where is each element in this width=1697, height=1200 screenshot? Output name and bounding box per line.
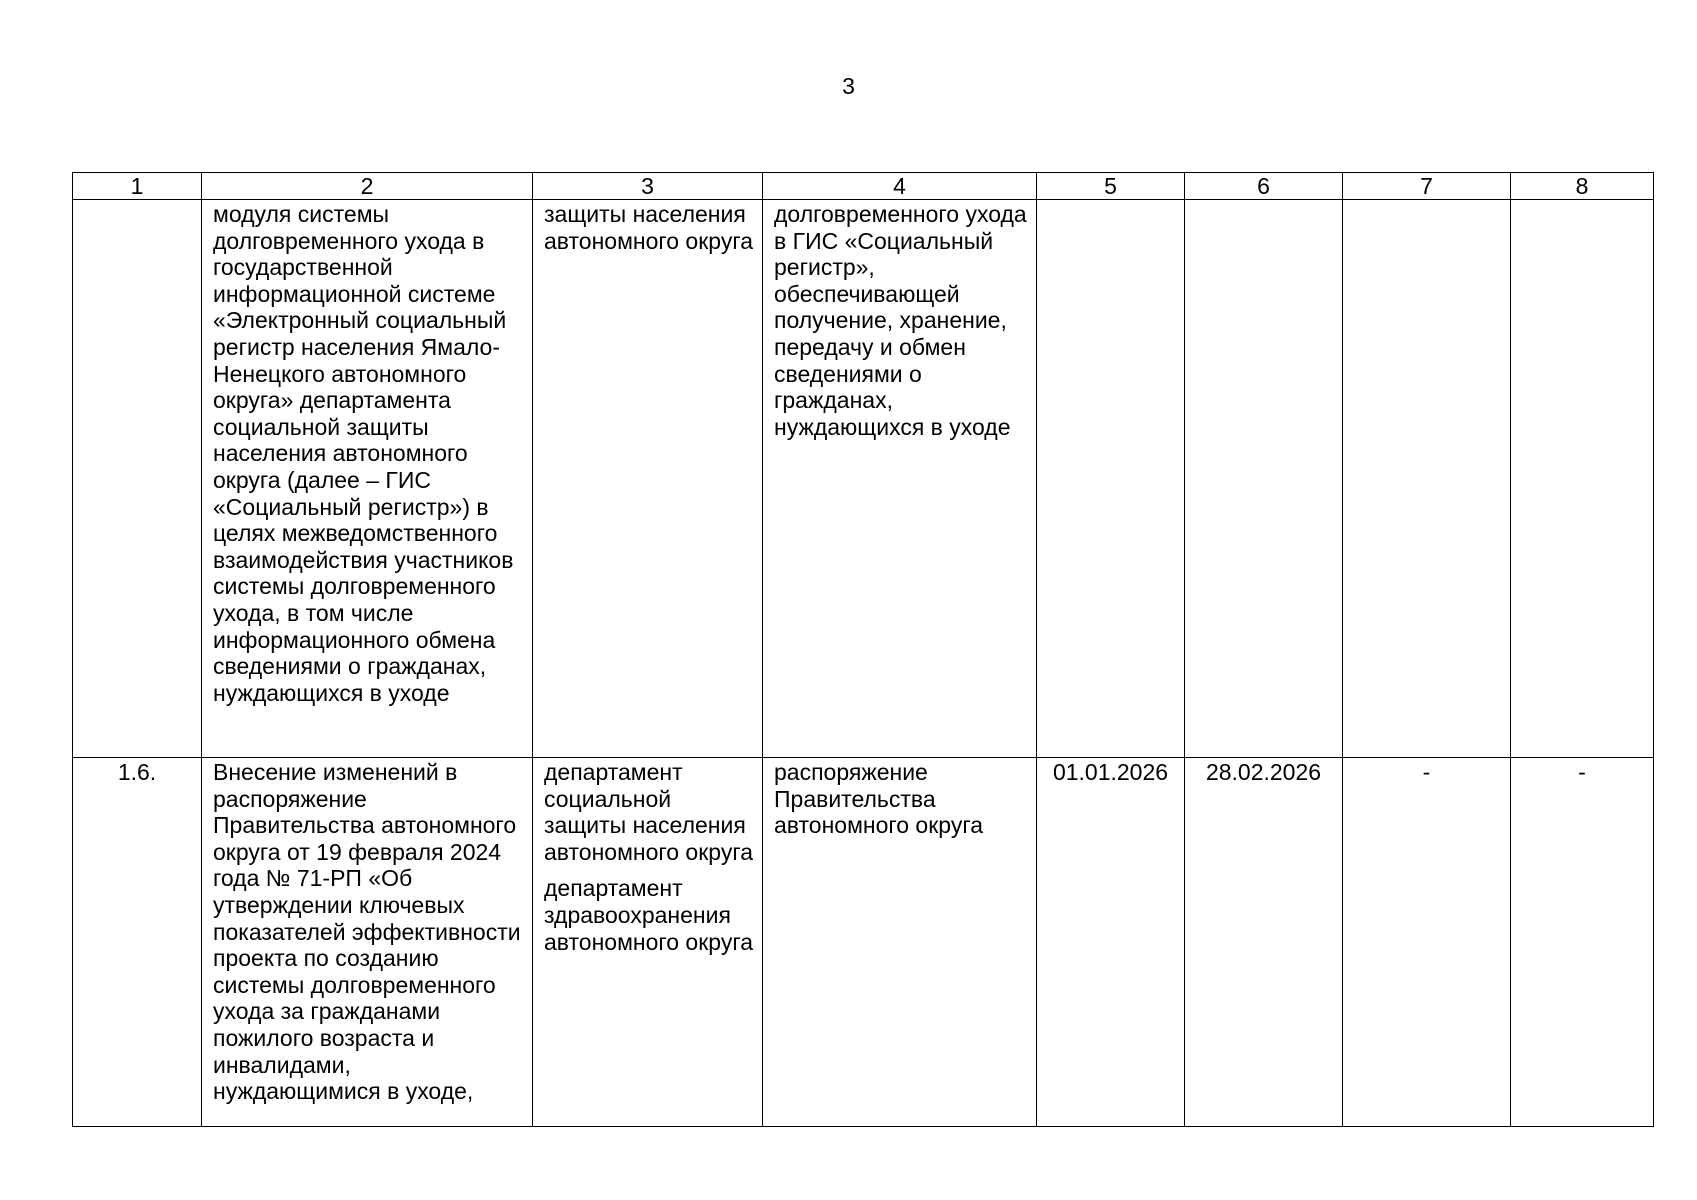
table-row — [73, 758, 1654, 1127]
row-number: 1.6. — [117, 759, 157, 785]
table-header-row — [73, 173, 1654, 200]
column-header: 7 — [1343, 173, 1511, 200]
column-header: 3 — [533, 173, 763, 200]
table-row — [73, 200, 1654, 758]
end-date-cell — [1185, 200, 1343, 758]
col8-value — [1511, 200, 1653, 201]
start-date-cell — [1037, 200, 1185, 758]
start-date — [1037, 200, 1184, 201]
start-date: 01.01.2026 — [1052, 759, 1169, 785]
result-text: распоряжение Правительства автономного округа — [774, 759, 983, 839]
measure-cell — [202, 200, 533, 758]
col7-cell — [1343, 200, 1511, 758]
column-header: 2 — [202, 173, 533, 200]
measure-text: модуля системы долговременного ухода в государственной информационной системе «Электронный социальный регистр населения Ямало-Ненецкого автономного округа» департамента социальной защиты населения автономного округа (далее – ГИС «Социальный регистр») в целях межведомственного взаимодействия участников системы долговременного ухода, в том числе информационного обмена сведениями о гражданах, нуждающихся в уходе — [213, 201, 514, 706]
col7-cell — [1343, 758, 1511, 1127]
page-number: 3 — [842, 73, 855, 99]
result-cell — [763, 200, 1037, 758]
col8-value: - — [1578, 759, 1586, 785]
plan-table — [72, 172, 1654, 1127]
measure-cell — [202, 758, 533, 1127]
row-number-cell — [73, 758, 202, 1127]
executor-text — [533, 200, 762, 254]
executor-paragraph: департамент социальной защиты населения автономного округа — [544, 759, 753, 865]
end-date: 28.02.2026 — [1205, 759, 1322, 785]
column-header: 5 — [1037, 173, 1185, 200]
start-date-cell — [1037, 758, 1185, 1127]
col7-value — [1343, 200, 1510, 201]
executor-text — [533, 758, 762, 955]
result-text: долговременного ухода в ГИС «Социальный регистр», обеспечивающей получение, хранение, передачу и обмен сведениями о гражданах, нуждающихся в уходе — [774, 201, 1027, 440]
column-header: 1 — [73, 173, 202, 200]
col8-cell — [1511, 758, 1654, 1127]
row-number — [73, 200, 201, 201]
column-header: 8 — [1511, 173, 1654, 200]
result-cell — [763, 758, 1037, 1127]
end-date — [1185, 200, 1342, 201]
end-date-cell — [1185, 758, 1343, 1127]
col7-value: - — [1422, 759, 1431, 785]
executor-paragraph: департамент здравоохранения автономного округа — [544, 875, 753, 955]
column-header: 6 — [1185, 173, 1343, 200]
row-number-cell — [73, 200, 202, 758]
column-header: 4 — [763, 173, 1037, 200]
executor-paragraph: защиты населения автономного округа — [544, 201, 753, 254]
executor-cell — [533, 200, 763, 758]
measure-text: Внесение изменений в распоряжение Правительства автономного округа от 19 февраля 2024 года № 71-РП «Об утверждении ключевых показателей эффективности проекта по созданию системы долговременного ухода за гражданами пожилого возраста и инвалидами, нуждающимися в уходе, — [213, 759, 521, 1105]
executor-cell — [533, 758, 763, 1127]
col8-cell — [1511, 200, 1654, 758]
